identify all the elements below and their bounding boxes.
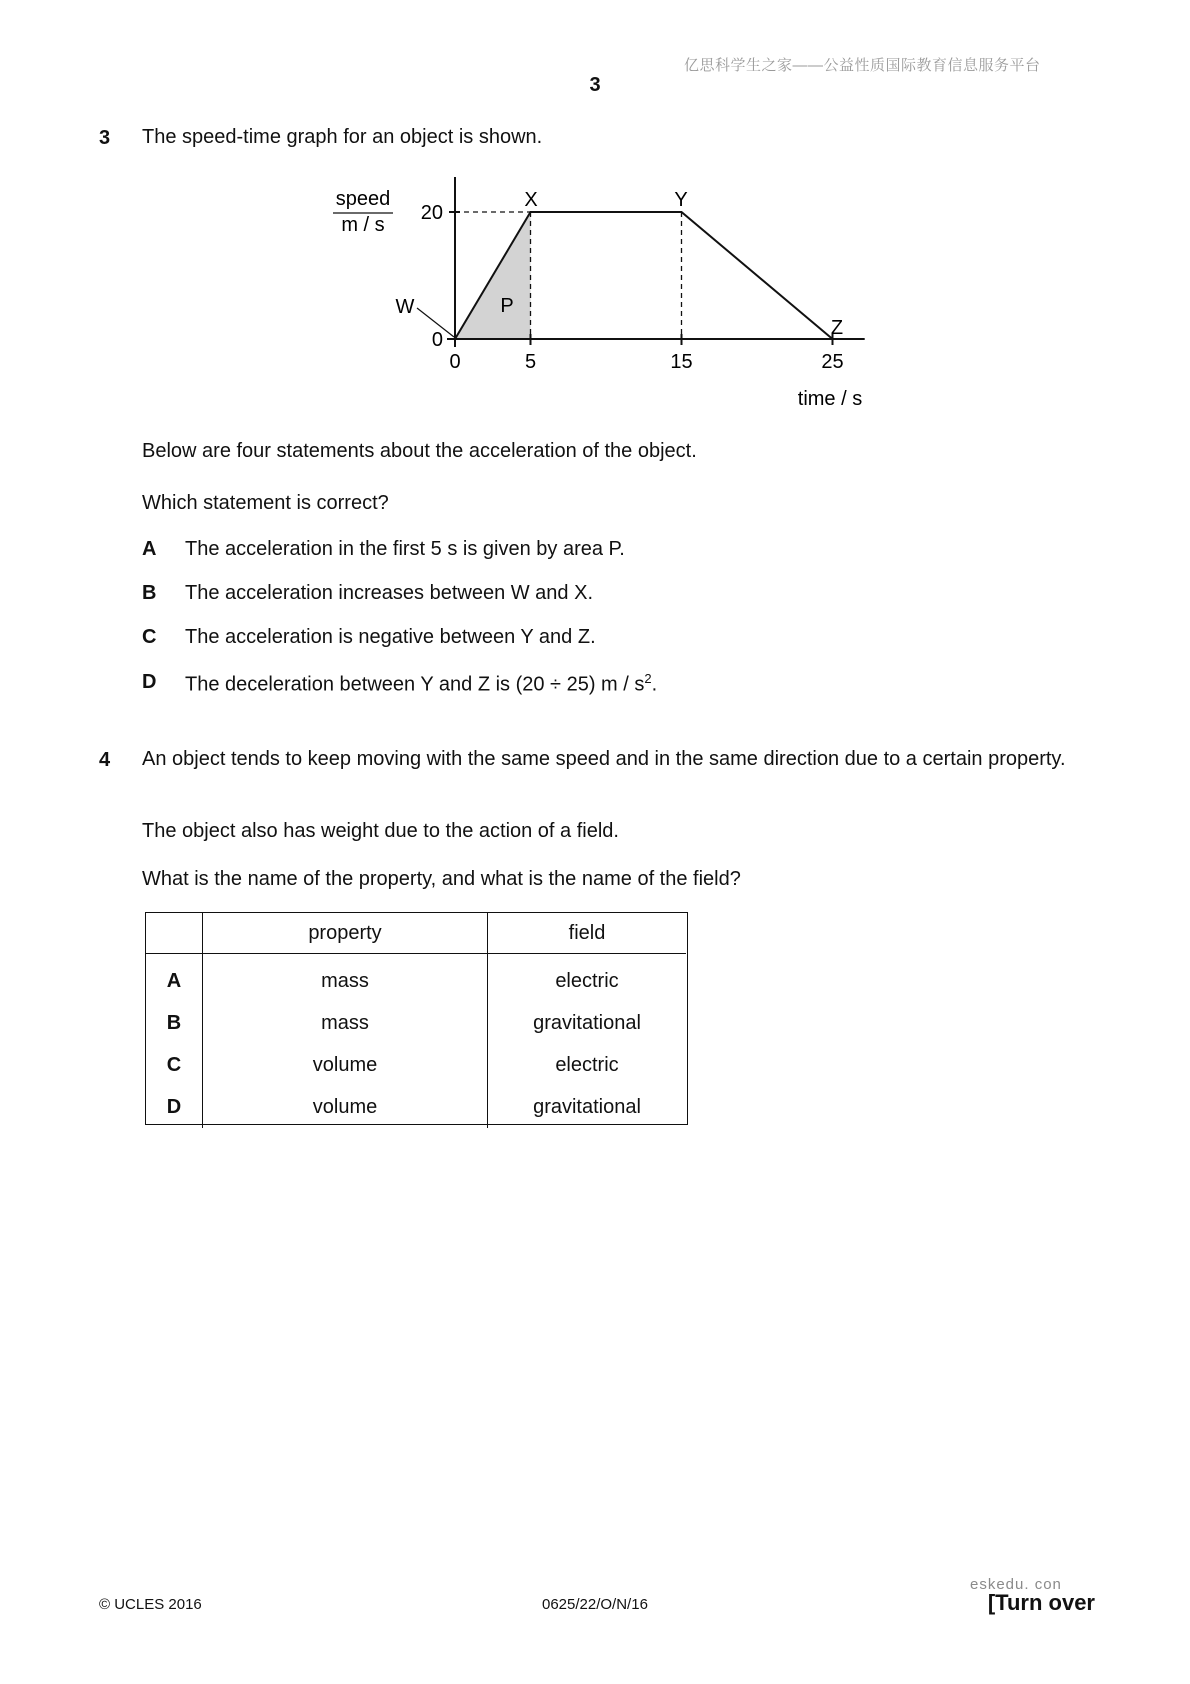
q3-option-d-main: The deceleration between Y and Z is (20 ÷ 25) m / s	[185, 673, 645, 696]
q3-option-d-text	[185, 671, 657, 697]
q3-option-b-letter[interactable]: B	[142, 582, 157, 604]
area-label-p: P	[500, 295, 514, 317]
y-axis-label-bottom: m / s	[341, 214, 385, 236]
row-property: volume	[203, 1086, 488, 1128]
x-axis-label: time / s	[797, 388, 863, 410]
q3-option-b-text: The acceleration increases between W and X.	[185, 582, 593, 604]
q3-option-d-superscript: 2	[644, 671, 652, 686]
point-label-w: W	[395, 296, 415, 318]
question-4-text: An object tends to keep moving with the same speed and in the same direction due to a certain property.	[142, 748, 1066, 770]
q4-answer-table	[146, 913, 686, 1128]
table-header-property: property	[203, 913, 488, 954]
x-tick-label-15: 15	[670, 351, 693, 373]
footer-site-watermark: eskedu. con	[970, 1576, 1062, 1593]
q3-option-d-suffix: .	[651, 673, 658, 696]
row-property: volume	[203, 1044, 488, 1086]
x-tick-label-0: 0	[449, 351, 461, 373]
question-3-intro: Below are four statements about the acceleration of the object.	[142, 440, 697, 462]
header-watermark: 亿思科学生之家——公益性质国际教育信息服务平台	[684, 57, 1041, 74]
turn-over-label: [Turn over	[987, 1590, 1095, 1615]
x-tick-labels	[449, 351, 843, 373]
y-axis-label-top: speed	[335, 188, 391, 210]
row-letter: C	[146, 1044, 203, 1086]
table-row[interactable]	[146, 954, 686, 1003]
x-tick-label-5: 5	[524, 351, 537, 373]
row-letter: D	[146, 1086, 203, 1128]
table-header-blank	[146, 913, 203, 954]
row-property: mass	[203, 1002, 488, 1044]
question-3-text: The speed-time graph for an object is shown.	[142, 126, 543, 148]
x-tick-label-25: 25	[821, 351, 844, 373]
question-4-prompt: What is the name of the property, and what is the name of the field?	[142, 868, 741, 890]
q3-option-c-text: The acceleration is negative between Y and Z.	[185, 626, 596, 648]
table-row[interactable]	[146, 1044, 686, 1086]
row-field: gravitational	[533, 1095, 641, 1118]
q3-option-d-letter[interactable]: D	[142, 671, 157, 693]
footer-paper-code: 0625/22/O/N/16	[542, 1596, 648, 1613]
question-3-number: 3	[99, 127, 111, 149]
question-4-line2: The object also has weight due to the action of a field.	[142, 820, 619, 842]
point-label-y: Y	[674, 189, 688, 211]
q3-option-c-letter[interactable]: C	[142, 626, 157, 648]
y-tick-label-20: 20	[420, 202, 443, 224]
row-field: electric	[555, 969, 619, 992]
table-row[interactable]	[146, 1002, 686, 1044]
speed-time-graph	[0, 0, 1190, 430]
table-header-field: field	[488, 913, 687, 954]
y-tick-label-0: 0	[431, 329, 443, 351]
row-letter: B	[146, 1002, 203, 1044]
row-letter: A	[146, 954, 203, 1003]
point-label-z: Z	[830, 317, 844, 339]
y-tick-labels	[421, 202, 443, 351]
q3-option-a-text: The acceleration in the first 5 s is given by area P.	[185, 538, 625, 560]
row-field: electric	[555, 1053, 619, 1076]
question-3-prompt: Which statement is correct?	[142, 492, 389, 514]
question-4-number: 4	[99, 749, 111, 771]
point-label-x: X	[524, 189, 538, 211]
table-header-row	[146, 913, 686, 954]
page-number: 3	[589, 74, 601, 96]
table-row[interactable]	[146, 1086, 686, 1128]
row-field: gravitational	[533, 1011, 641, 1034]
q3-option-a-letter[interactable]: A	[142, 538, 157, 560]
footer-copyright: © UCLES 2016	[99, 1596, 202, 1613]
row-property: mass	[203, 954, 488, 1003]
